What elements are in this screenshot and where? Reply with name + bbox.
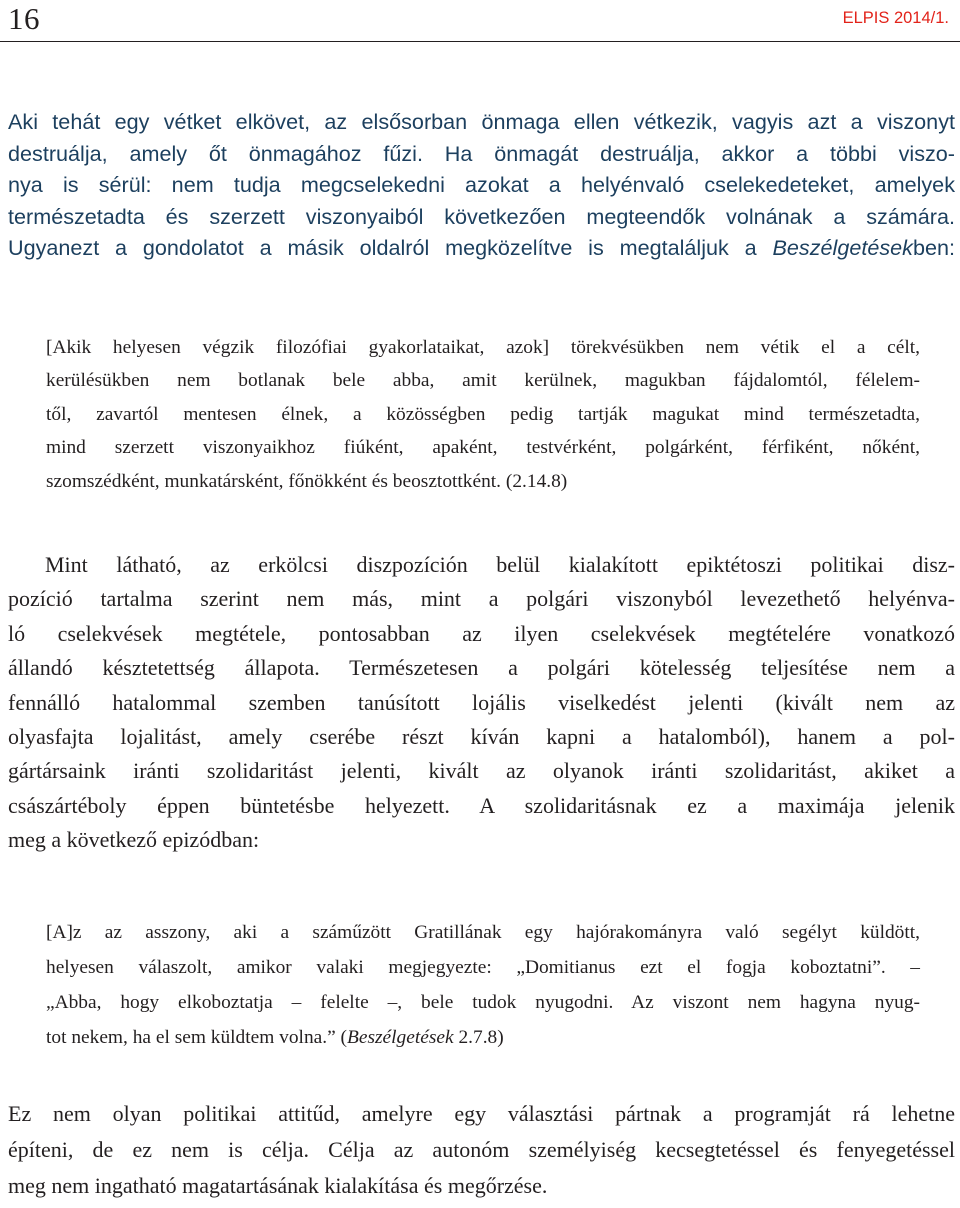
paragraph-3-line: meg nem ingatható magatartásának kialakítása és megőrzése. — [8, 1173, 548, 1198]
header-rule — [0, 41, 960, 42]
paragraph-2-line: állandó késztetettség állapota. Természetesen a polgári kötelesség teljesítése nem a — [8, 655, 955, 681]
paragraph-1 — [8, 106, 955, 264]
quote-1-line: mind szerzett viszonyaikhoz fiúként, apaként, testvérként, polgárként, férfiként, nőként, — [46, 437, 920, 459]
paragraph-2-line: Mint látható, az erkölcsi diszpozíción belül kialakított epiktétoszi politikai disz- — [45, 552, 955, 577]
paragraph-2-line: gártársaink iránti szolidaritást jelenti, kivált az olyanok iránti szolidaritást, akiket a — [8, 758, 955, 784]
paragraph-3 — [8, 1096, 955, 1204]
quote-1-line: től, zavartól mentesen élnek, a közösségben pedig tartják magukat mind természetadta, — [46, 403, 920, 425]
paragraph-2-line: fennálló hatalommal szemben tanúsított lojális viselkedést jelenti (kivált nem az — [8, 689, 955, 715]
paragraph-1-line: nya is sérül: nem tudja megcselekedni azokat a helyénvaló cselekedeteket, amelyek — [8, 172, 955, 198]
quote-2-line: [A]z az asszony, aki a száműzött Gratillának egy hajórakományra való segélyt küldött, — [46, 922, 920, 943]
paragraph-2-line: ló cselekvések megtétele, pontosabban az ilyen cselekvések megtételére vonatkozó — [8, 620, 955, 646]
quote-2-text: tot nekem, ha el sem küldtem volna.” ( — [46, 1027, 348, 1048]
paragraph-2 — [8, 548, 955, 858]
paragraph-2-line: császártéboly éppen büntetésbe helyezett. A szolidaritásnak ez a maximája jelenik — [8, 792, 955, 818]
journal-title: ELPIS 2014/1. — [842, 9, 949, 27]
paragraph-2-line: olyasfajta lojalitást, amely cserébe részt kíván kapni a hatalomból), hanem a pol- — [8, 724, 955, 750]
paragraph-1-line: Aki tehát egy vétket elkövet, az elsősorban önmaga ellen vétkezik, vagyis azt a viszonyt — [8, 109, 955, 134]
quote-2-line: helyesen válaszolt, amikor valaki megjegyezte: „Domitianus ezt el fogja koboztatni”. – — [46, 957, 920, 978]
quote-1-line: [Akik helyesen végzik filozófiai gyakorlataikat, azok] törekvésükben nem vétik el a célt, — [46, 337, 920, 358]
paragraph-2-line: meg a következő epizódban: — [8, 827, 260, 853]
quote-2-line: „Abba, hogy elkoboztatja – felelte –, bele tudok nyugodni. Az viszont nem hagyna nyug- — [46, 992, 920, 1013]
paragraph-1-line: destruálja, amely őt önmagához fűzi. Ha önmagát destruálja, akkor a többi viszo- — [8, 140, 955, 166]
paragraph-2-line: pozíció tartalma szerint nem más, mint a polgári viszonyból levezethető helyénva- — [8, 586, 955, 612]
page-header — [0, 0, 960, 58]
quote-2-citation: 2.7.8) — [453, 1027, 504, 1048]
page-number: 16 — [8, 1, 40, 36]
paragraph-1-text: Ugyanezt a gondolatot a másik oldalról megközelítve is megtaláljuk a — [8, 235, 773, 261]
block-quote-2 — [46, 915, 920, 1055]
block-quote-1 — [46, 331, 920, 498]
paragraph-1-line: természetadta és szerzett viszonyaiból következően megteendők volnának a számára. — [8, 203, 955, 229]
work-title-italic: Beszélgetések — [772, 235, 913, 261]
paragraph-1-suffix: ben: — [912, 235, 955, 261]
quote-1-line: kerülésükben nem botlanak bele abba, amit kerülnek, magukban fájdalomtól, félelem- — [46, 370, 920, 392]
work-title-italic: Beszélgetések — [347, 1027, 454, 1048]
paragraph-1-line — [8, 232, 955, 264]
quote-1-line: szomszédként, munkatársként, főnökként és beosztottként. (2.14.8) — [46, 470, 568, 492]
paragraph-3-line: építeni, de ez nem is célja. Célja az autonóm személyiség kecsegtetéssel és fenyegetéssel — [8, 1137, 955, 1162]
paragraph-3-line: Ez nem olyan politikai attitűd, amelyre egy választási pártnak a programját rá lehetne — [8, 1101, 955, 1126]
quote-2-line — [46, 1020, 920, 1055]
